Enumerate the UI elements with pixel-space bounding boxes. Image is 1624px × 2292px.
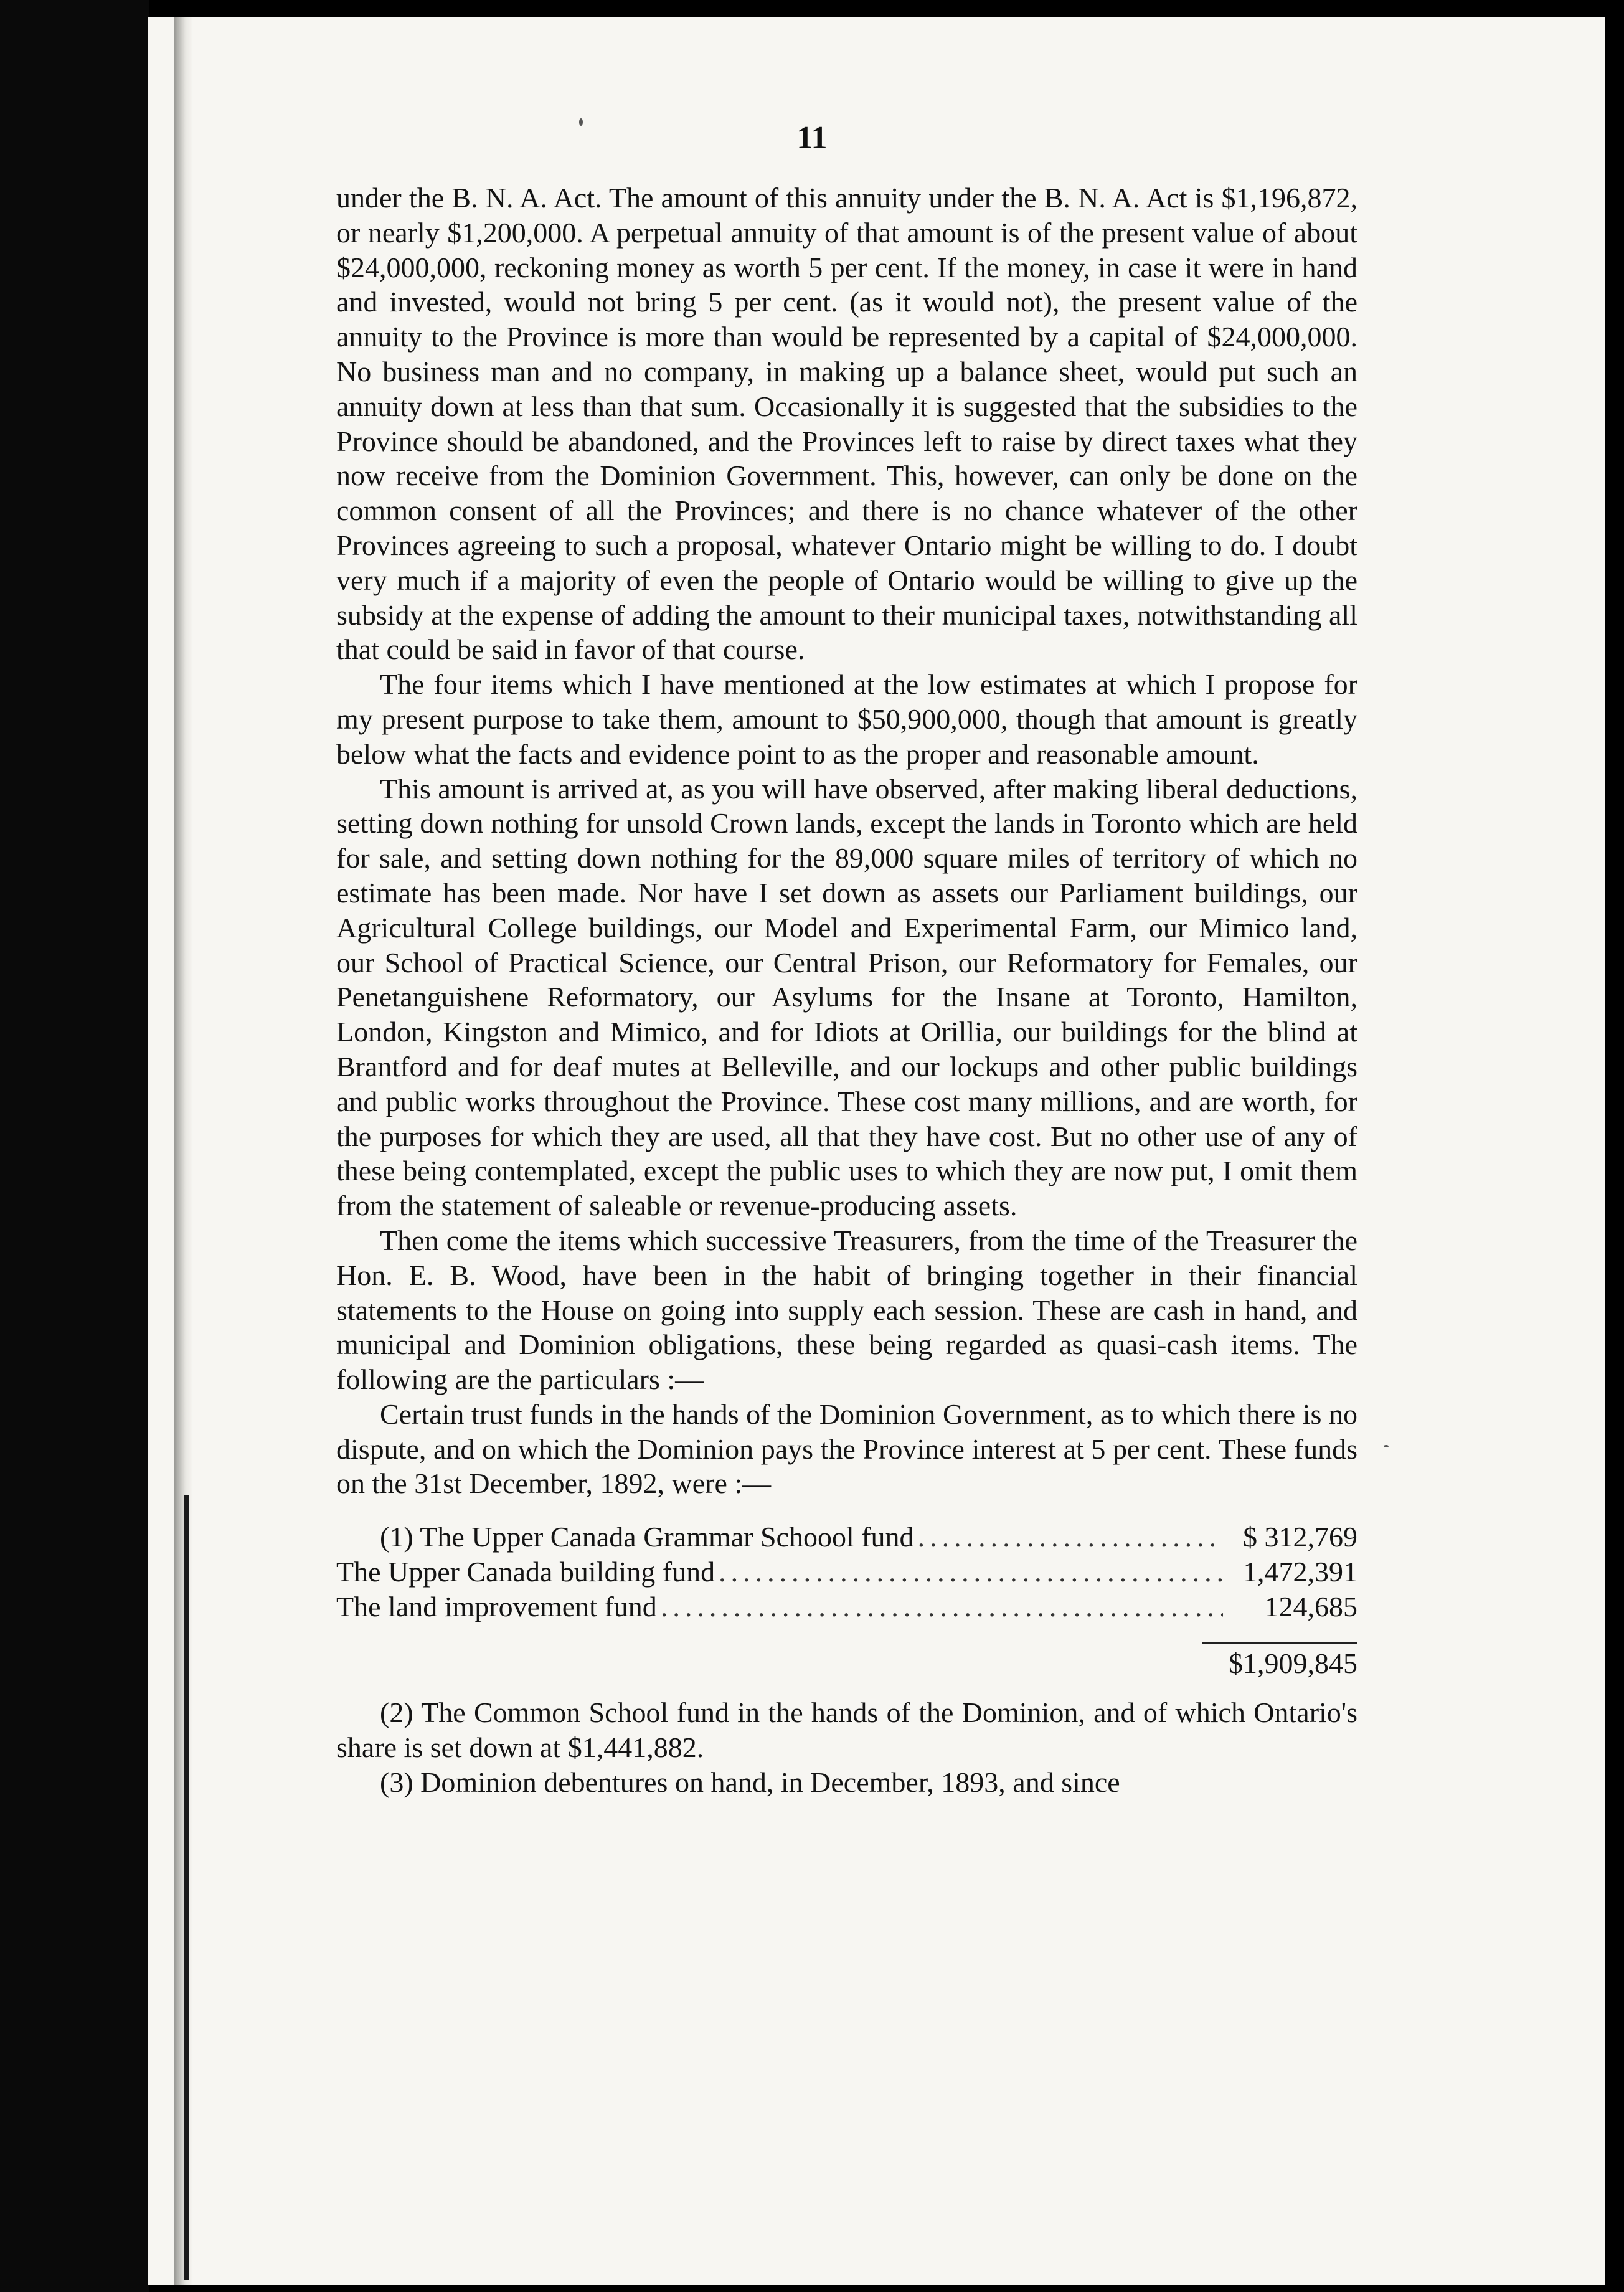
paragraph: (2) The Common School fund in the hands of the Dominion, and of which Ontario's share is set down at $1,441,882. <box>336 1697 1357 1764</box>
paragraph: This amount is arrived at, as you will have observed, after making liberal deductions, setting down nothing for unsold Crown lands, except the lands in Toronto which are held for sale, and setting down nothing for the 89,000 square miles of territory of which no estimate has been made. Nor have I set down as assets our Parliament buildings, our Agricultural College buildings, our Model and Experimental Farm, our Mimico land, our School of Practical Science, our Central Prison, our Reformatory for Females, our Penetanguishene Reformatory, our Asylums for the Insane at Toronto, Hamilton, London, Kingston and Mimico, and for Idiots at Orillia, our buildings for the blind at Brantford and for deaf mutes at Belleville, and our lockups and other public buildings and public works throughout the Province. These cost many millions, and are worth, for the purposes for which they are used, all that they have cost. But no other use of any of these being contemplated, except the public uses to which they are now put, I omit them from the statement of saleable or revenue-producing assets. <box>336 772 1357 1222</box>
funds-table <box>336 1520 1357 1680</box>
fund-amount: 124,685 <box>1264 1590 1357 1622</box>
page-number: 11 <box>796 120 828 156</box>
paragraph: The four items which I have mentioned at the low estimates at which I propose for my present purpose to take them, amount to $50,900,000, though that amount is greatly below what the facts and evidence point to as the proper and reasonable amount. <box>336 668 1357 770</box>
fund-row <box>336 1520 1357 1555</box>
fund-row <box>336 1589 1357 1624</box>
funds-total: $1,909,845 <box>1229 1647 1357 1679</box>
paragraph: Then come the items which successive Treasurers, from the time of the Treasurer the Hon. E. B. Wood, have been in the habit of bringing together in their financial statements to the House on going into supply each session. These are cash in hand, and municipal and Dominion obligations, these being regarded as quasi-cash items. The following are the particulars :— <box>336 1224 1357 1396</box>
paragraph: under the B. N. A. Act. The amount of this annuity under the B. N. A. Act is $1,196,872, or nearly $1,200,000. A perpetual annuity of that amount is of the present value of about $24,000,000, reckoning money as worth 5 per cent. If the money, in case it were in hand and invested, would not bring 5 per cent. (as it would not), the present value of the annuity to the Province is more than would be represented by a capital of $24,000,000. No business man and no company, in making up a balance sheet, would put such an annuity down at less than that sum. Occasionally it is suggested that the subsidies to the Province should be abandoned, and the Provinces left to raise by direct taxes what they now receive from the Dominion Government. This, however, can only be done on the common consent of all the Provinces; and there is no chance whatever of the other Provinces agreeing to such a proposal, whatever Ontario might be willing to do. I doubt very much if a majority of even the people of Ontario would be willing to give up the subsidy at the expense of adding the amount to their municipal taxes, notwithstanding all that could be said in favor of that course. <box>336 182 1357 666</box>
dot-leader <box>918 1520 1223 1555</box>
fund-amount: $ 312,769 <box>1243 1521 1357 1553</box>
scan-speck <box>1384 1445 1389 1447</box>
fund-amount: 1,472,391 <box>1243 1556 1357 1588</box>
fund-label: The Upper Canada building fund <box>336 1556 715 1588</box>
page-fold-shadow <box>184 1495 189 2280</box>
fund-label: The land improvement fund <box>336 1590 657 1622</box>
body-text <box>336 181 1357 1800</box>
dot-leader <box>661 1589 1223 1624</box>
fund-label: (1) The Upper Canada Grammar Schoool fund <box>380 1521 914 1553</box>
page-edge <box>174 17 193 2285</box>
fund-row <box>336 1555 1357 1589</box>
scan-border <box>0 0 149 2292</box>
paragraph: (3) Dominion debentures on hand, in December, 1893, and since <box>380 1766 1120 1799</box>
after-funds <box>336 1695 1357 1799</box>
paragraph: Certain trust funds in the hands of the Dominion Government, as to which there is no dispute, and on which the Dominion pays the Province interest at 5 per cent. These funds on the 31st December, 1892, were :— <box>336 1398 1357 1500</box>
dot-leader <box>719 1555 1223 1589</box>
